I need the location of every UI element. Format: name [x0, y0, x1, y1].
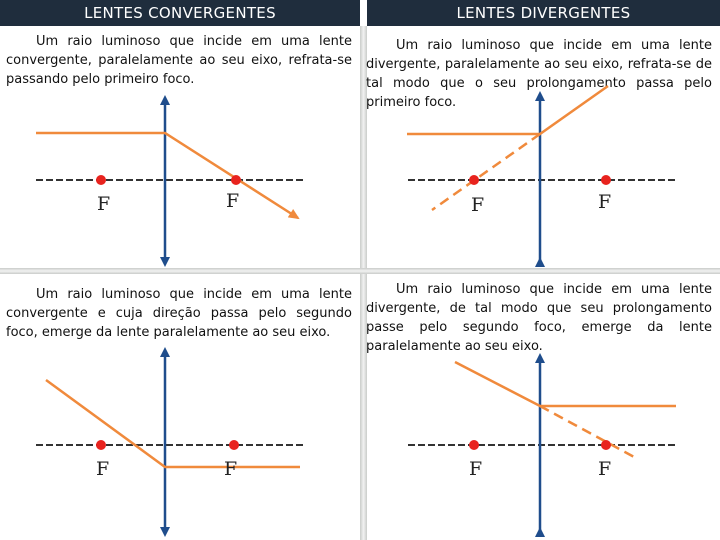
converging-rule-1-text: Um raio luminoso que incide em uma lente convergente, paralelamente ao seu eixo, refrata-se passando pelo primeiro foco.: [6, 34, 352, 87]
diverging-header: LENTES DIVERGENTES: [367, 0, 720, 26]
ray-extension: [432, 134, 540, 210]
focus-label: F: [471, 194, 485, 216]
focus-point: [601, 440, 611, 450]
light-ray: [407, 86, 608, 134]
diverging-rule-1-text: Um raio luminoso que incide em uma lente divergente, paralelamente ao seu eixo, refrata-se de tal modo que o seu prolongamento passa pelo primeiro foco.: [366, 38, 712, 110]
light-ray: [36, 133, 298, 218]
focus-point: [469, 175, 479, 185]
focus-point: [469, 440, 479, 450]
converging-diagram-1: [36, 100, 306, 262]
diverging-diagram-1: [407, 86, 678, 262]
focus-point: [96, 175, 106, 185]
focus-point: [231, 175, 241, 185]
focus-label: F: [96, 458, 110, 480]
converging-diagram-2: [36, 352, 306, 532]
focus-point: [229, 440, 239, 450]
focus-label: F: [598, 458, 612, 480]
converging-header: LENTES CONVERGENTES: [0, 0, 360, 26]
diverging-rule-2-text: Um raio luminoso que incide em uma lente divergente, de tal modo que seu prolongamento passe pelo segundo foco, emerge da lente paralelamente ao seu eixo.: [366, 282, 712, 354]
focus-label: F: [226, 190, 240, 212]
focus-label: F: [224, 458, 238, 480]
ray-extension: [540, 406, 636, 458]
focus-label: F: [469, 458, 483, 480]
diverging-diagram-2: [408, 358, 678, 532]
focus-point: [601, 175, 611, 185]
focus-label: F: [97, 193, 111, 215]
light-ray: [46, 380, 300, 467]
converging-rule-2-text: Um raio luminoso que incide em uma lente convergente e cuja direção passa pelo segundo foco, emerge da lente paralelamente ao seu eixo.: [6, 287, 352, 340]
focus-label: F: [598, 191, 612, 213]
light-ray: [455, 362, 676, 406]
focus-point: [96, 440, 106, 450]
